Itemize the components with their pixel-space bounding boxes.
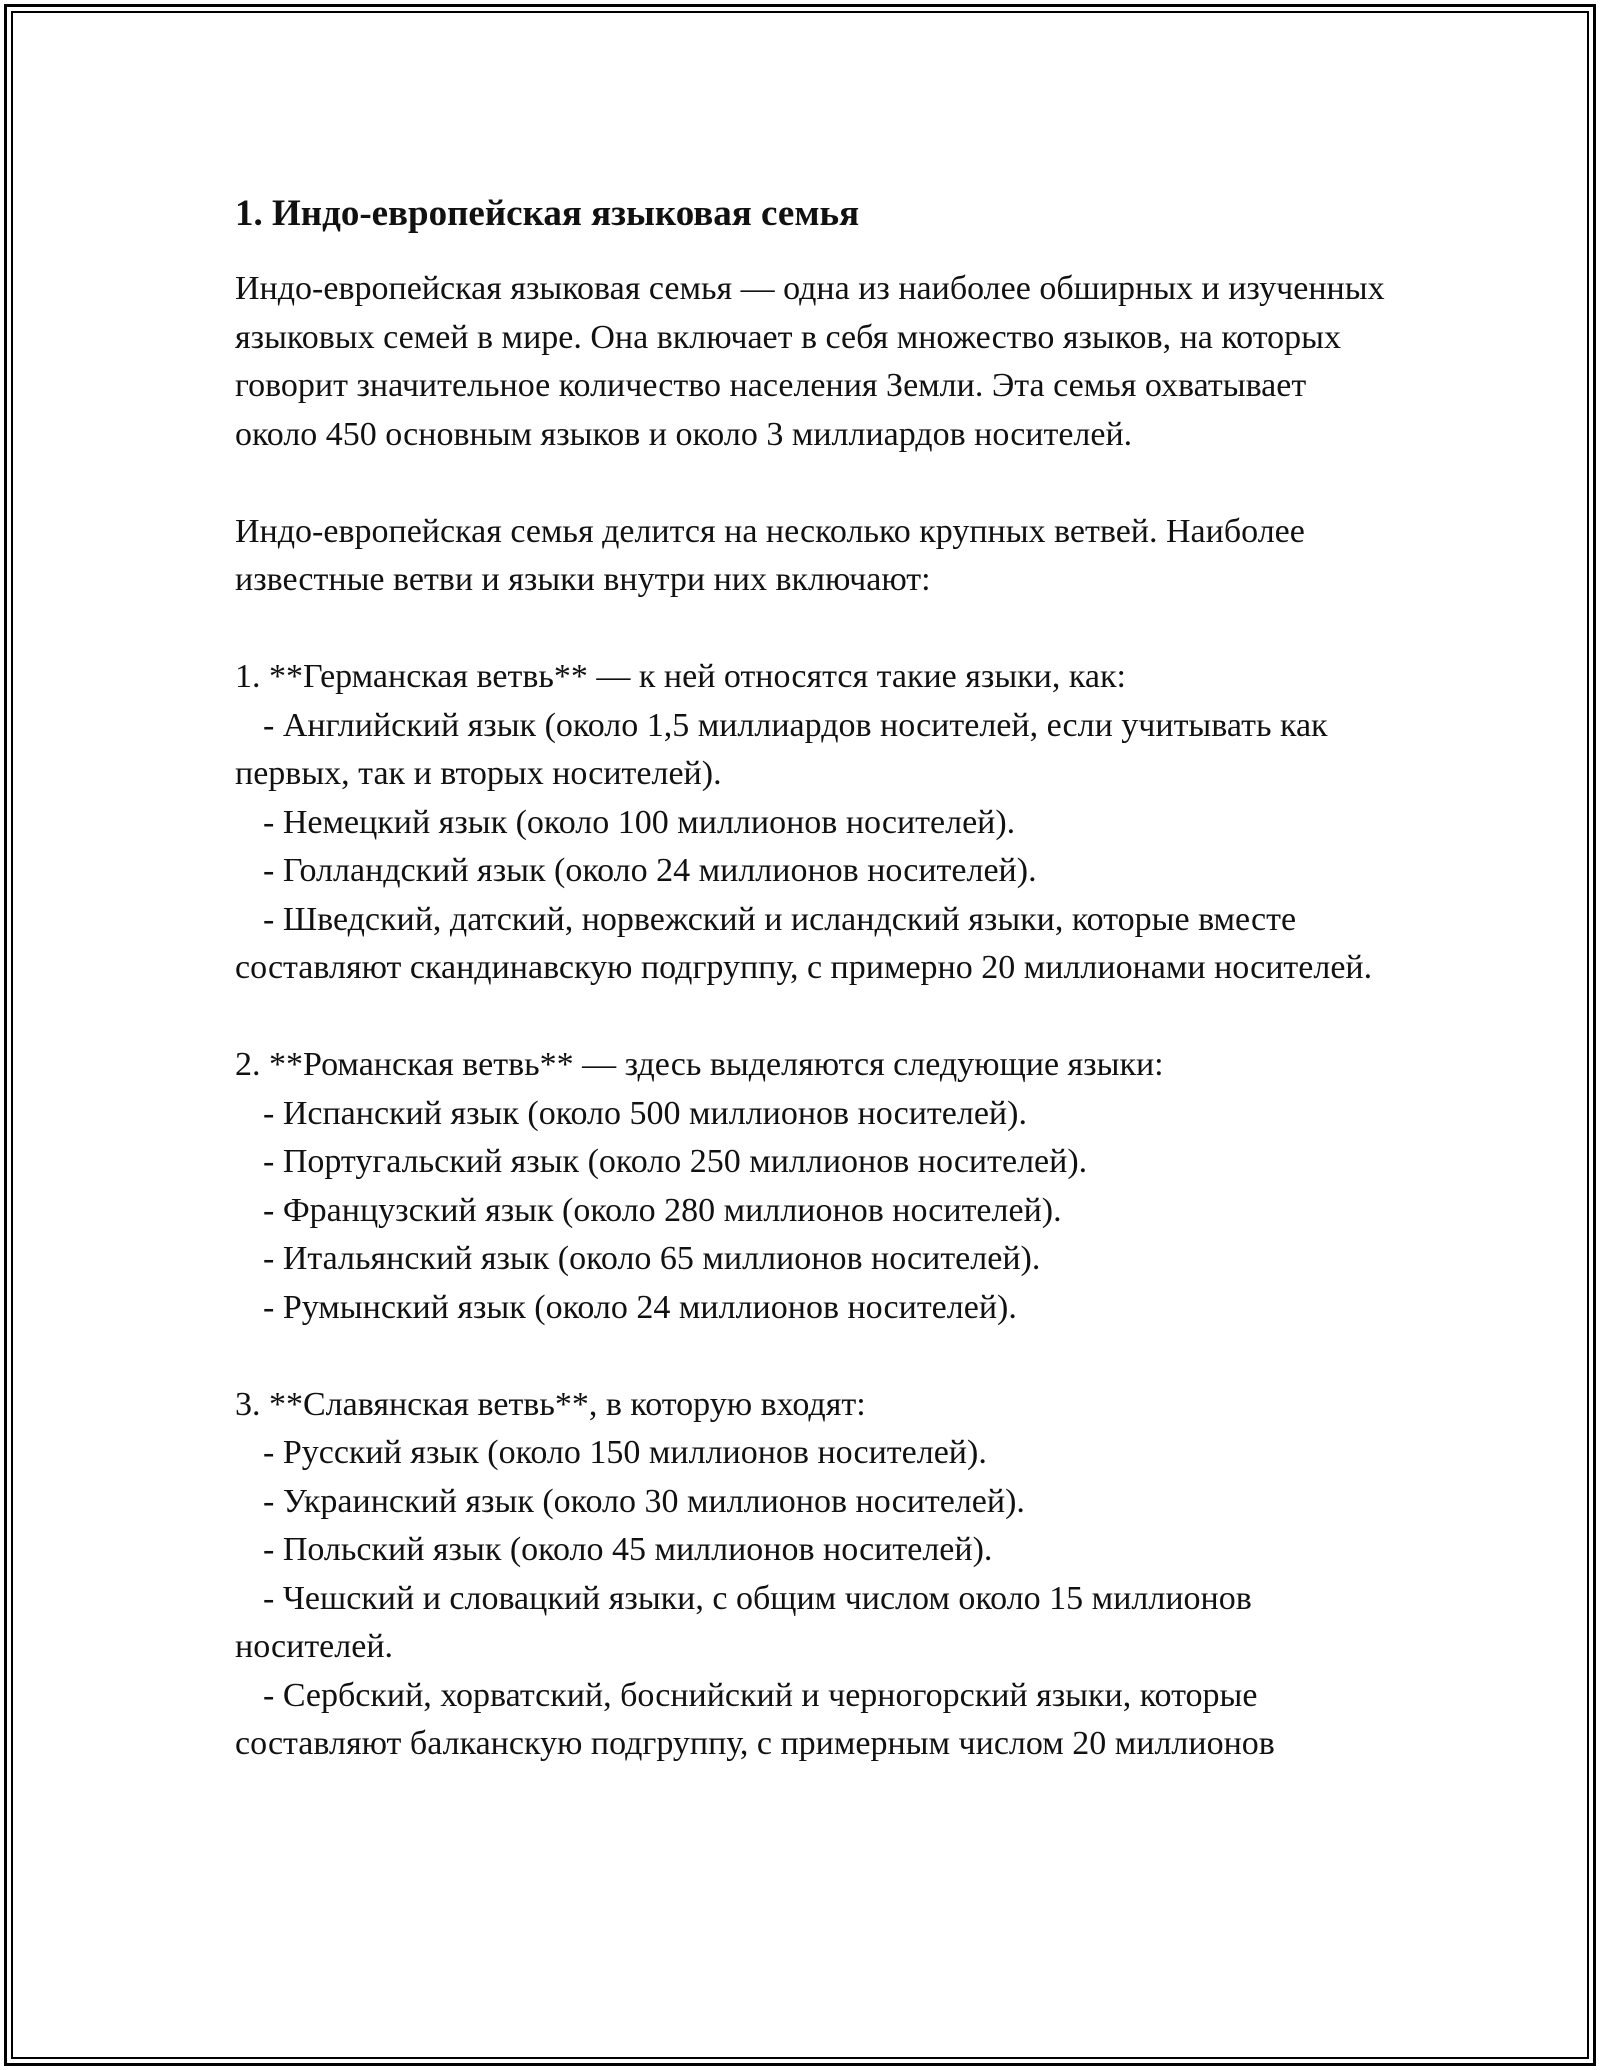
intro-paragraph: Индо-европейская языковая семья — одна из наиболее обширных и изученных языковых семей в мире. Она включает в себя множество языков, на которых говорит значительное количество населения Земли. Эта семья охватывает около 450 основным языков и около 3 миллиардов носителей.: [235, 270, 1385, 453]
list-item: - Шведский, датский, норвежский и исландский языки, которые вместе составляют скандинавскую подгруппу, с примерно 20 миллионами носителей.: [235, 900, 1373, 986]
branch-title: 1. **Германская ветвь** — к ней относятся такие языки, как:: [235, 658, 1126, 695]
list-item: - Румынский язык (около 24 миллионов носителей).: [263, 1288, 1017, 1326]
branch-title: 2. **Романская ветвь** — здесь выделяются следующие языки:: [235, 1046, 1164, 1083]
branch-romance: [235, 1041, 1385, 1332]
paragraph-spacer: [235, 605, 1385, 654]
section-heading: 1. Индо-европейская языковая семья: [235, 193, 860, 234]
list-item: - Французский язык (около 280 миллионов носителей).: [263, 1191, 1062, 1229]
list-item: - Сербский, хорватский, боснийский и черногорский языки, которые составляют балканскую подгруппу, с примерным числом 20 миллионов: [235, 1676, 1275, 1762]
paragraph-spacer: [235, 993, 1385, 1042]
list-item: - Чешский и словацкий языки, с общим числом около 15 миллионов носителей.: [235, 1579, 1252, 1665]
list-item: - Украинский язык (около 30 миллионов носителей).: [263, 1482, 1025, 1520]
branch-slavic: [235, 1381, 1385, 1769]
list-item: - Немецкий язык (около 100 миллионов носителей).: [263, 803, 1016, 841]
list-item: - Русский язык (около 150 миллионов носителей).: [263, 1434, 987, 1471]
list-item: - Польский язык (около 45 миллионов носителей).: [263, 1531, 993, 1568]
list-item: - Английский язык (около 1,5 миллиардов носителей, если учитывать как первых, так и вторых носителей).: [235, 706, 1328, 792]
list-item: - Португальский язык (около 250 миллионов носителей).: [263, 1143, 1088, 1180]
branch-germanic: [235, 653, 1385, 993]
list-item: - Итальянский язык (около 65 миллионов носителей).: [263, 1240, 1041, 1277]
paragraph-spacer: [235, 459, 1385, 508]
list-item: - Голландский язык (около 24 миллионов носителей).: [263, 852, 1037, 889]
list-item: - Испанский язык (около 500 миллионов носителей).: [263, 1094, 1027, 1132]
branch-title: 3. **Славянская ветвь**, в которую входят:: [235, 1385, 866, 1423]
page-content: [235, 185, 1385, 1769]
branches-intro-paragraph: Индо-европейская семья делится на несколько крупных ветвей. Наиболее известные ветви и языки внутри них включают:: [235, 512, 1305, 598]
paragraph-spacer: [235, 1332, 1385, 1381]
